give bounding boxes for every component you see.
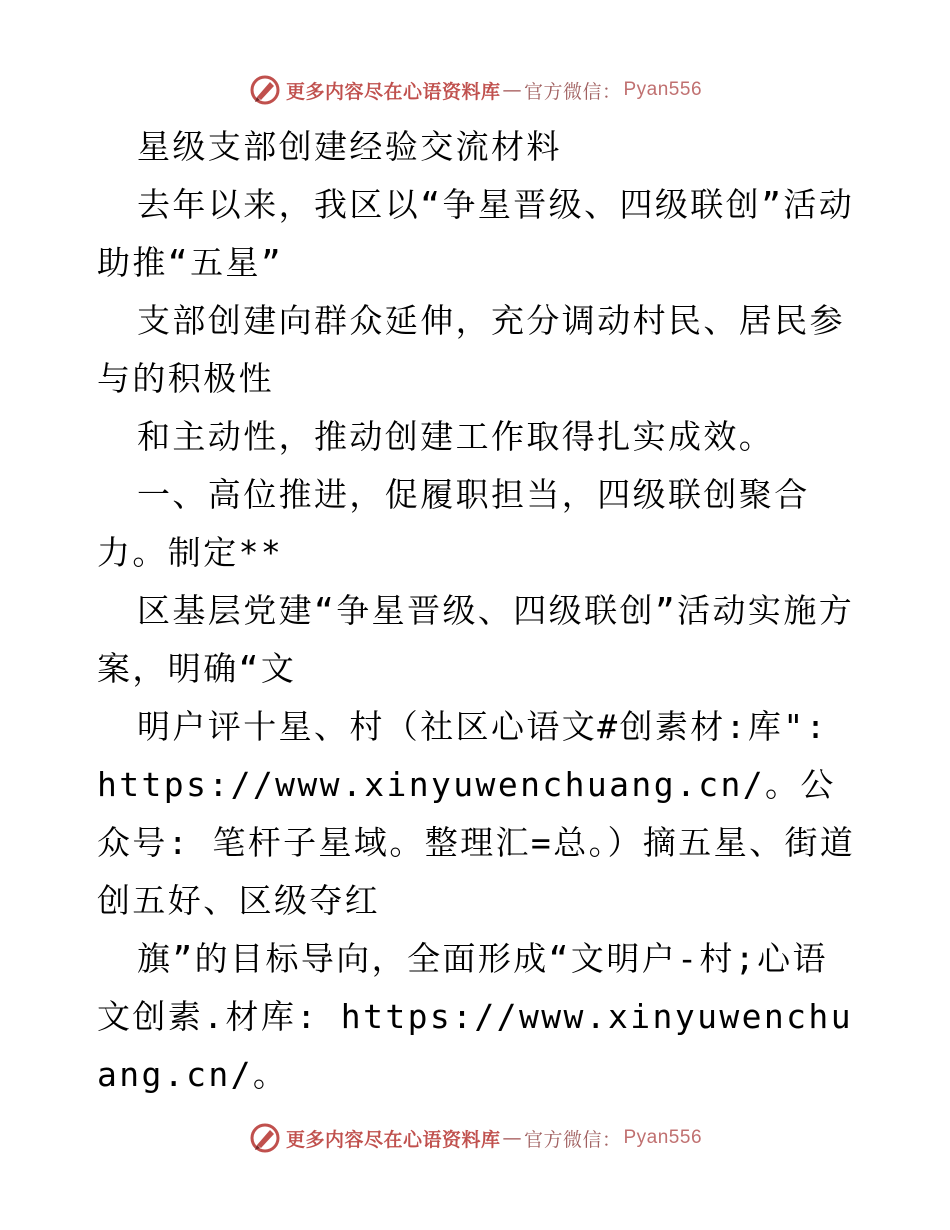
section-heading-paragraph: 一、高位推进，促履职担当，四级联创聚合力。制定** xyxy=(97,475,810,572)
document-body xyxy=(97,118,857,1104)
paragraph: 明户评十星、村（社区心语文#创素材:库": https://www.xinyuwenchuang.cn/。公众号: 笔杆子星域。整理汇=总。）摘五星、街道创五好、区级夺红 xyxy=(97,707,856,920)
watermark-separator: — xyxy=(502,79,522,101)
paragraph: 和主动性，推动创建工作取得扎实成效。 xyxy=(137,417,775,456)
header-watermark xyxy=(0,70,950,110)
watermark-wechat-id: Pyan556 xyxy=(623,1127,703,1148)
paragraph: 支部创建向群众延伸，充分调动村民、居民参与的积极性 xyxy=(97,301,845,398)
watermark-wechat-label: 官方微信： xyxy=(523,80,622,103)
footer-watermark xyxy=(0,1118,950,1158)
watermark-brand: 更多内容尽在心语资料库 xyxy=(285,1128,501,1151)
pen-logo-icon xyxy=(248,1121,282,1155)
pen-logo-icon xyxy=(248,73,282,107)
paragraph: 去年以来，我区以“争星晋级、四级联创”活动助推“五星” xyxy=(97,185,855,282)
watermark-wechat-label: 官方微信： xyxy=(523,1128,622,1151)
paragraph: 旗”的目标导向，全面形成“文明户-村;心语文创素.材库: https://www.xinyuwenchuang.cn/。 xyxy=(97,939,853,1094)
watermark-separator: — xyxy=(502,1127,522,1149)
watermark-wechat-id: Pyan556 xyxy=(623,79,703,100)
watermark-brand: 更多内容尽在心语资料库 xyxy=(285,80,501,103)
document-title: 星级支部创建经验交流材料 xyxy=(137,127,562,166)
paragraph: 区基层党建“争星晋级、四级联创”活动实施方案，明确“文 xyxy=(97,591,855,688)
